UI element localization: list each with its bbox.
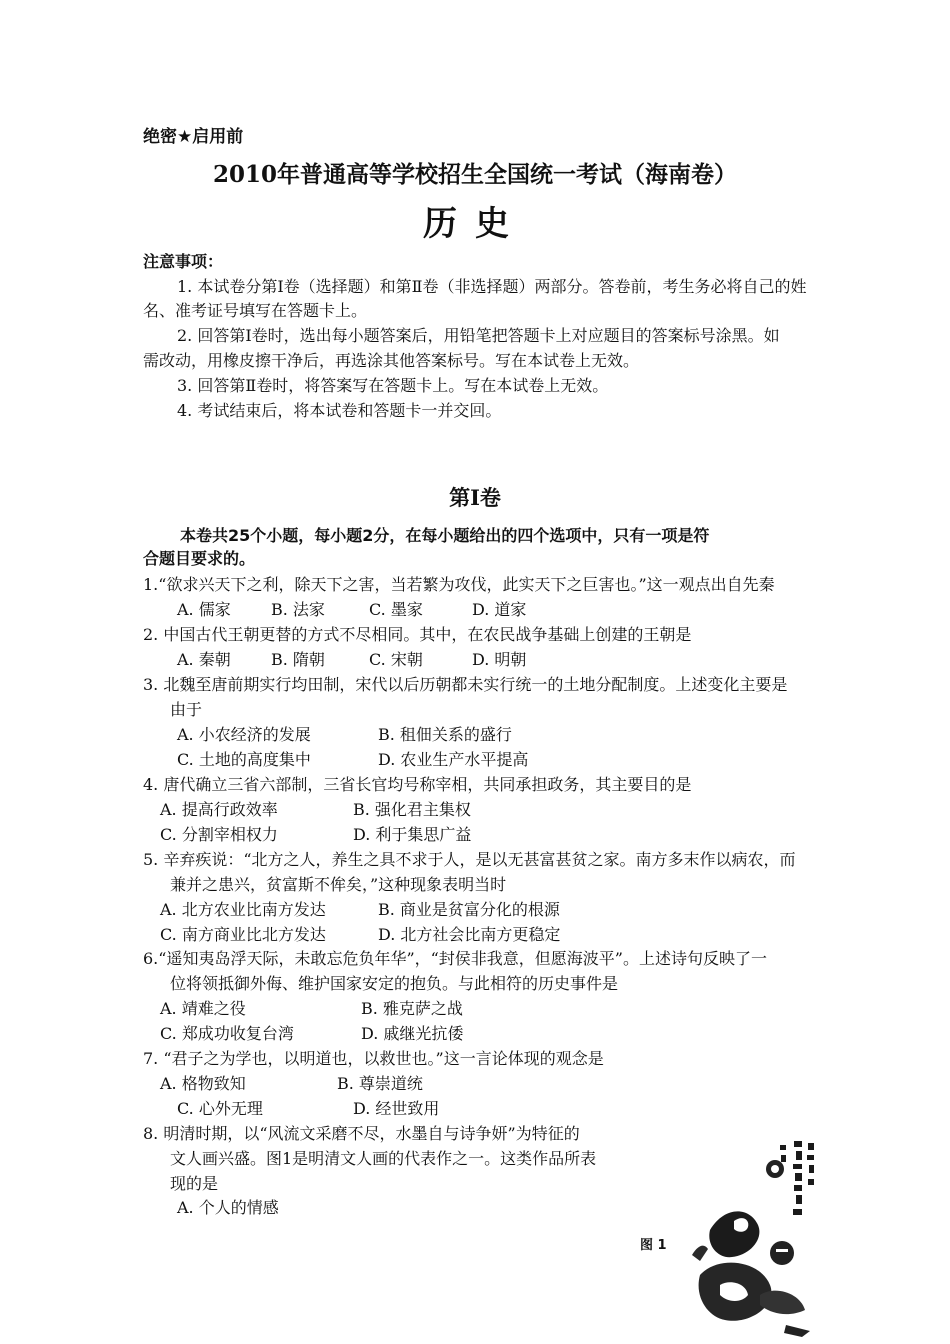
option-d: D. 利于集思广益 — [353, 825, 472, 844]
question-7-stem: 7. “君子之为学也，以明道也，以救世也。”这一言论体现的观念是 — [143, 1049, 604, 1068]
notice-line: 2. 回答第Ⅰ卷时，选出每小题答案后，用铅笔把答题卡上对应题目的答案标号涂黑。如 — [177, 326, 780, 345]
option-d: D. 北方社会比南方更稳定 — [378, 925, 561, 944]
option-b: B. 雅克萨之战 — [361, 999, 463, 1018]
question-8-stem: 现的是 — [170, 1174, 219, 1193]
option-c: C. 郑成功收复台湾 — [160, 1024, 294, 1043]
volume-heading: 第Ⅰ卷 — [449, 485, 501, 510]
question-3-stem: 由于 — [170, 700, 203, 719]
option-c: C. 分割宰相权力 — [160, 825, 278, 844]
option-b: B. 强化君主集权 — [353, 800, 471, 819]
notice-line: 需改动，用橡皮擦干净后，再选涂其他答案标号。写在本试卷上无效。 — [143, 351, 640, 370]
question-2-stem: 2. 中国古代王朝更替的方式不尽相同。其中，在农民战争基础上创建的王朝是 — [143, 625, 692, 644]
notice-line: 4. 考试结束后，将本试卷和答题卡一并交回。 — [177, 401, 502, 420]
question-3-stem: 3. 北魏至唐前期实行均田制，宋代以后历朝都未实行统一的土地分配制度。上述变化主要是 — [143, 675, 788, 694]
option-a: A. 儒家 — [177, 600, 231, 619]
question-8-stem: 文人画兴盛。图1是明清文人画的代表作之一。这类作品所表 — [170, 1149, 597, 1168]
question-1-stem: 1.“欲求兴天下之利，除天下之害，当若繁为攻伐，此实天下之巨害也。”这一观点出自先秦 — [143, 575, 775, 594]
volume-intro: 合题目要求的。 — [143, 549, 256, 568]
option-a: A. 靖难之役 — [160, 999, 246, 1018]
subject-title: 历史 — [423, 204, 527, 244]
question-5-stem: 5. 辛弃疾说：“北方之人，养生之具不求于人，是以无甚富甚贫之家。南方多末作以病农，而 — [143, 850, 796, 869]
option-c: C. 心外无理 — [177, 1099, 263, 1118]
option-c: C. 宋朝 — [369, 650, 423, 669]
option-c: C. 土地的高度集中 — [177, 750, 311, 769]
notice-line: 名、准考证号填写在答题卡上。 — [143, 301, 368, 320]
option-d: D. 道家 — [472, 600, 527, 619]
exam-title: 2010年普通高等学校招生全国统一考试（海南卷） — [212, 161, 737, 188]
option-d: D. 经世致用 — [353, 1099, 440, 1118]
option-a: A. 小农经济的发展 — [177, 725, 311, 744]
question-5-stem: 兼并之患兴，贫富斯不侔矣，”这种现象表明当时 — [170, 875, 507, 894]
option-d: D. 农业生产水平提高 — [378, 750, 529, 769]
question-4-stem: 4. 唐代确立三省六部制，三省长官均号称宰相，共同承担政务，其主要目的是 — [143, 775, 692, 794]
volume-intro: 本卷共25个小题，每小题2分，在每小题给出的四个选项中，只有一项是符 — [180, 526, 710, 545]
option-d: D. 明朝 — [472, 650, 527, 669]
confidential-label: 绝密★启用前 — [143, 127, 244, 147]
option-d: D. 戚继光抗倭 — [361, 1024, 464, 1043]
notice-line: 1. 本试卷分第Ⅰ卷（选择题）和第Ⅱ卷（非选择题）两部分。答卷前，考生务必将自己的姓 — [177, 277, 807, 296]
option-a: A. 个人的情感 — [177, 1198, 279, 1217]
option-b: B. 尊崇道统 — [337, 1074, 423, 1093]
question-6-stem: 位将领抵御外侮、维护国家安定的抱负。与此相符的历史事件是 — [170, 974, 619, 993]
notice-heading: 注意事项： — [143, 252, 224, 271]
notice-line: 3. 回答第Ⅱ卷时，将答案写在答题卡上。写在本试卷上无效。 — [177, 376, 609, 395]
option-a: A. 提高行政效率 — [160, 800, 278, 819]
option-c: C. 南方商业比北方发达 — [160, 925, 326, 944]
question-6-stem: 6.“遥知夷岛浮天际，未敢忘危负年华”，“封侯非我意，但愿海波平”。上述诗句反映了一 — [143, 949, 767, 968]
question-8-stem: 8. 明清时期，以“风流文采磨不尽，水墨自与诗争妍”为特征的 — [143, 1124, 580, 1143]
option-b: B. 法家 — [271, 600, 325, 619]
option-b: B. 隋朝 — [271, 650, 325, 669]
option-a: A. 秦朝 — [177, 650, 231, 669]
ink-painting-figure-icon — [690, 1135, 820, 1340]
option-b: B. 租佃关系的盛行 — [378, 725, 512, 744]
option-c: C. 墨家 — [369, 600, 423, 619]
option-b: B. 商业是贫富分化的根源 — [378, 900, 560, 919]
option-a: A. 格物致知 — [160, 1074, 246, 1093]
option-a: A. 北方农业比南方发达 — [160, 900, 326, 919]
figure-label: 图 1 — [640, 1238, 667, 1253]
